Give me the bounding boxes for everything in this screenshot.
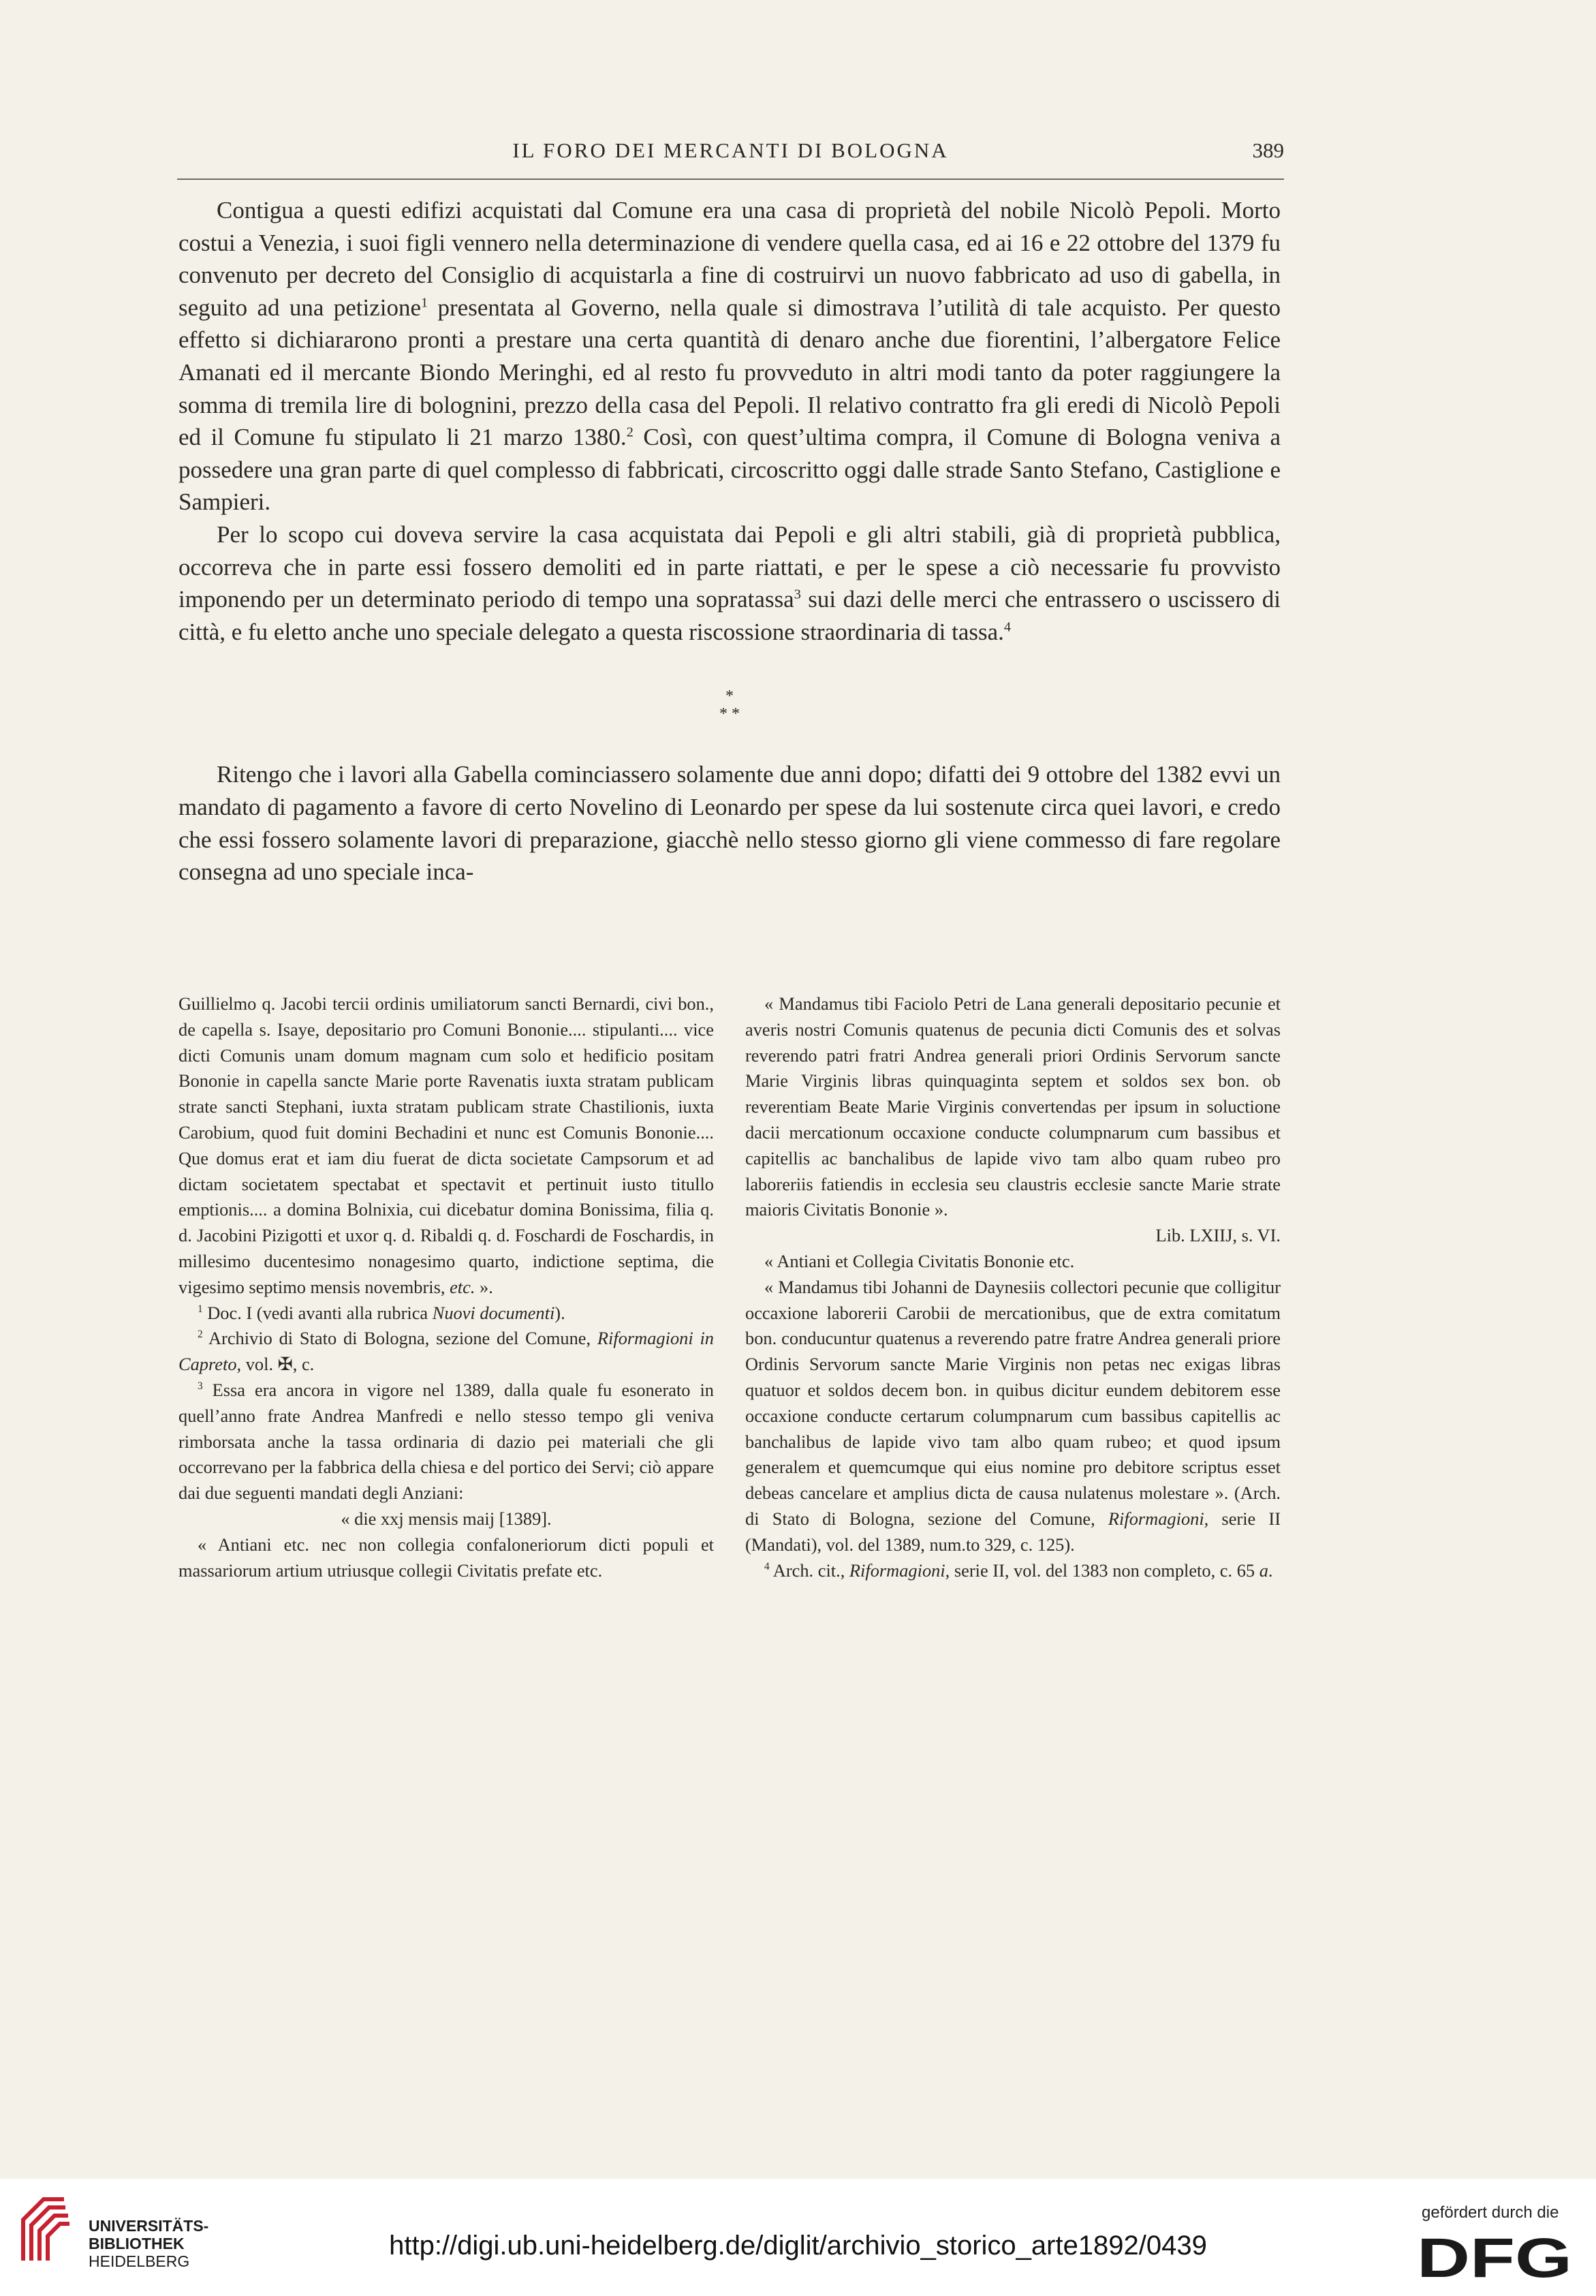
footnotes-right-column: [745, 991, 1281, 1583]
footnote-2: $^2$ Archivio di Stato di Bologna, sezione del Comune, Riformagioni in Capreto, vol. ✠, c.: [178, 1328, 714, 1375]
footnote-3-quote-date: « die xxj mensis maij [1389].: [341, 1508, 552, 1529]
footnote-continuation: Guillielmo q. Jacobi tercii ordinis umiliatorum sancti Bernardi, civi bon., de capella s. Isaye, depositario pro Comuni Bononie.... stipulanti.... vice dicti Comunis unam domum magnam cum solo et hedificio positam Bononie in capella sancte Marie porte Ravenatis iuxta stratam publicam strate sancti Stephani, iuxta stratam publicam strate Chastilionis, iuxta Carobium, quod fuit domini Bechadini et nunc est Comunis Bononie.... Que domus erat et iam diu fuerat de dicta societate Campsorum et ad dictam societatem spectabat et spectavit et pertinuit iusto titullo emptionis.... a domina Bolnixia, cui dicebatur domina Bonissima, filia q. d. Jacobini Pizigotti et uxor q. d. Ribaldi q. d. Foschardi de Foschardis, in millesimo ducentesimo nonagesimo quarto, indictione septima, die vigesimo septimo mensis novembris, etc. ».: [178, 993, 714, 1297]
footnote-1: $^1$ Doc. I (vedi avanti alla rubrica Nuovi documenti).: [198, 1302, 565, 1323]
library-name[interactable]: UNIVERSITÄTS- BIBLIOTHEK HEIDELBERG: [89, 2217, 209, 2270]
footnote-ref-2: 2: [626, 424, 633, 440]
main-text: [178, 194, 1281, 888]
header-rule: [177, 179, 1284, 180]
quote-mandate-2: « Mandamus tibi Johanni de Daynesiis collectori pecunie que colligitur occaxione laborerii Carobii de mercationibus, que de extra comitatum bon. conducuntur quatenus a reverendo patre fratre Andrea generali priore Ordinis Servorum sancte Marie Virginis non petas nec exigas libras quatuor et soldos decem bon. in quibus dicitur eundem debitorem esse occaxione conducte certarum columpnarum cum bassibus capitellis ac banchalibus de lapide vivo tam albo quam rubeo; et quod ipsum generalem et quemcumque qui eius nomine pro debitore scriptus esset debeas cancelare et amplius dicta de causa nulatenus molestare ». (Arch. di Stato di Bologna, sezione del Comune, Riformagioni, serie II (Mandati), vol. del 1389, num.to 329, c. 125).: [745, 1276, 1281, 1555]
quote-2-heading: « Antiani et Collegia Civitatis Bononie etc.: [764, 1250, 1075, 1271]
dfg-logo-icon[interactable]: [1417, 2232, 1572, 2280]
running-title: IL FORO DEI MERCANTI DI BOLOGNA: [512, 138, 949, 162]
paragraph-3: Ritengo che i lavori alla Gabella cominciassero solamente due anni dopo; difatti dei 9 ottobre del 1382 evvi un mandato di pagamento a favore di certo Novelino di Leonardo per spese da lui sostenute circa quei lavori, e credo che essi fossero solamente lavori di preparazione, giacchè nello stesso giorno gli viene commesso di fare regolare consegna ad uno speciale inca-: [178, 761, 1281, 886]
footnote-ref-4: 4: [1003, 619, 1012, 635]
footnotes-left-column: [178, 991, 714, 1583]
footnote-ref-3: 3: [794, 587, 801, 602]
permalink-url[interactable]: http://digi.ub.uni-heidelberg.de/diglit/archivio_storico_arte1892/0439: [389, 2231, 1207, 2261]
page-number: 389: [1252, 138, 1284, 162]
footnote-4: $^4$ Arch. cit., Riformagioni, serie II, vol. del 1383 non completo, c. 65 a.: [764, 1560, 1273, 1581]
quote-reference: Lib. LXIIJ, s. VI.: [1155, 1225, 1281, 1246]
asterism-bottom: * *: [719, 705, 740, 724]
asterism-top: *: [725, 687, 734, 706]
section-divider: [178, 687, 1281, 723]
quote-mandate-1: « Mandamus tibi Faciolo Petri de Lana generali depositario pecunie et averis nostri Comunis quatenus de pecunia dicti Comunis des et solvas reverendo patri fratri Andrea generali priori Ordinis Servorum sancte Marie Virginis libras quinquaginta septem et soldos sex bon. ob reverentiam Beate Marie Virginis convertendas per ipsum in soluctione dacii mercationum occaxione conducte columpnarum cum bassibus et capitellis ac banchalibus de lapide vivo tam albo quam rubeo pro laboreriis fatiendis in ecclesia seu claustris ecclesie sancte Marie strate maioris Civitatis Bononie ».: [745, 993, 1281, 1220]
digitization-footer: [0, 2179, 1596, 2296]
dfg-logo-text: DFG: [1417, 2232, 1572, 2280]
footnote-ref-1: 1: [421, 295, 428, 311]
running-header: [177, 138, 1284, 172]
funded-by-label: gefördert durch die: [1422, 2203, 1559, 2222]
footnote-3-quote: « Antiani etc. nec non collegia confaloneriorum dicti populi et massariorum artium utriusque collegii Civitatis prefate etc.: [178, 1534, 714, 1581]
paragraph-2: Per lo scopo cui doveva servire la casa acquistata dai Pepoli e gli altri stabili, già di proprietà pubblica, occorreva che in parte essi fossero demoliti ed in parte riattati, e per le spese a ciò necessarie fu provvisto imponendo per un determinato periodo di tempo una sopratassa$^3$ sui dazi delle merci che entrassero o uscissero di città, e fu eletto anche uno speciale delegato a questa riscossione straordinaria di tassa.$^4$: [178, 521, 1281, 645]
footnote-3: $^3$ Essa era ancora in vigore nel 1389, dalla quale fu esonerato in quell’anno frate Andrea Manfredi e nello stesso tempo gli veniva rimborsata anche la tassa ordinaria di dazio pei materiali che gli occorrevano per la fabbrica della chiesa e del portico dei Servi; ciò appare dai due seguenti mandati degli Anziani:: [178, 1379, 714, 1504]
paragraph-1: Contigua a questi edifizi acquistati dal Comune era una casa di proprietà del nobile Nicolò Pepoli. Morto costui a Venezia, i suoi figli vennero nella determinazione di vendere quella casa, ed ai 16 e 22 ottobre del 1379 fu convenuto per decreto del Consiglio di acquistarla a fine di costruirvi un nuovo fabbricato ad uso di gabella, in seguito ad una petizione$^1$ presentata al Governo, nella quale si dimostrava l’utilità di tale acquisto. Per questo effetto si dichiararono pronti a prestare una certa quantità di denaro anche due fiorentini, l’albergatore Felice Amanati ed il mercante Biondo Meringhi, ed al resto fu provveduto in altri modi tanto da poter raggiungere la somma di tremila lire di bolognini, prezzo della casa del Pepoli. Il relativo contratto fra gli eredi di Nicolò Pepoli ed il Comune fu stipulato li 21 marzo 1380.$^2$ Così, con quest’ultima compra, il Comune di Bologna veniva a possedere una gran parte di quel complesso di fabbricati, circoscritto oggi dalle strade Santo Stefano, Castiglione e Sampieri.: [178, 197, 1281, 516]
